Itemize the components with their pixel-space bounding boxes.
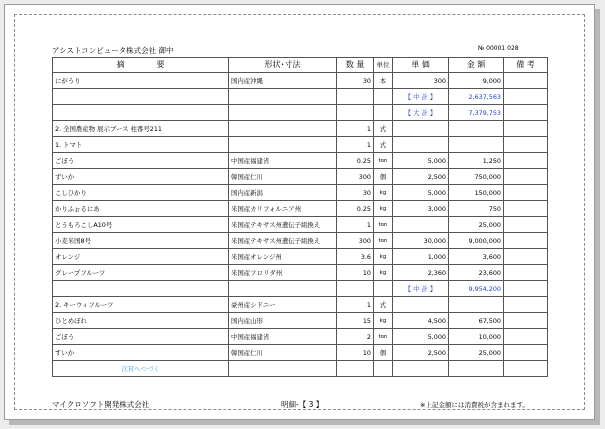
cell-qty: 30 — [337, 73, 374, 89]
cell-price — [393, 121, 449, 137]
cell-unit: 個 — [374, 169, 393, 185]
cell-spec — [229, 121, 337, 137]
cell-amount: 7,379,753 — [449, 105, 504, 121]
cell-desc — [53, 281, 229, 297]
cell-desc — [53, 89, 229, 105]
subtotal-row — [53, 281, 548, 297]
cell-amount: 9,000 — [449, 73, 504, 89]
subtotal-row — [53, 89, 548, 105]
cell-unit: 式 — [374, 137, 393, 153]
cell-remarks — [504, 153, 548, 169]
cell-remarks — [504, 345, 548, 361]
cell-remarks — [504, 281, 548, 297]
continued-row — [53, 361, 548, 377]
cell-spec: 国内産新潟 — [229, 185, 337, 201]
cell-price: 【 中 計 】 — [393, 89, 449, 105]
cell-spec — [229, 281, 337, 297]
cell-unit: 個 — [374, 345, 393, 361]
table-row — [53, 345, 548, 361]
cell-amount: 750 — [449, 201, 504, 217]
cell-price: 4,500 — [393, 313, 449, 329]
cell-amount — [449, 297, 504, 313]
table-row — [53, 329, 548, 345]
col-header-amount: 金 額 — [449, 58, 504, 73]
empty-cell — [449, 361, 504, 377]
cell-price: 【 大 計 】 — [393, 105, 449, 121]
continued-note: 次頁へつづく — [53, 361, 229, 377]
cell-qty: 2 — [337, 329, 374, 345]
cell-unit: ton — [374, 233, 393, 249]
cell-spec: 韓国産仁川 — [229, 345, 337, 361]
statement-table — [52, 57, 548, 377]
cell-price: 300 — [393, 73, 449, 89]
cell-qty: 1 — [337, 297, 374, 313]
cell-qty: 1 — [337, 217, 374, 233]
cell-remarks — [504, 169, 548, 185]
cell-desc: 2. 全国農産物 展示ブース 柱番号211 — [53, 121, 229, 137]
cell-remarks — [504, 201, 548, 217]
col-header-qty: 数 量 — [337, 58, 374, 73]
cell-price — [393, 137, 449, 153]
cell-unit: kg — [374, 313, 393, 329]
table-row — [53, 137, 548, 153]
cell-amount: 2,637,563 — [449, 89, 504, 105]
cell-spec: 米国産オレンジ州 — [229, 249, 337, 265]
cell-price: 1,000 — [393, 249, 449, 265]
table-row — [53, 169, 548, 185]
cell-remarks — [504, 217, 548, 233]
cell-amount: 1,250 — [449, 153, 504, 169]
cell-spec — [229, 137, 337, 153]
cell-spec: 中国産福建省 — [229, 329, 337, 345]
cell-unit: kg — [374, 201, 393, 217]
tax-note: ※上記金額には消費税が含まれます。 — [420, 401, 529, 409]
table-row — [53, 265, 548, 281]
cell-spec: 米国産フロリダ州 — [229, 265, 337, 281]
empty-cell — [393, 361, 449, 377]
cell-remarks — [504, 137, 548, 153]
cell-price: 2,360 — [393, 265, 449, 281]
table-header-row — [53, 58, 548, 73]
cell-desc: すいか — [53, 345, 229, 361]
cell-price: 3,000 — [393, 201, 449, 217]
table-row — [53, 201, 548, 217]
cell-remarks — [504, 73, 548, 89]
cell-unit — [374, 281, 393, 297]
table-row — [53, 249, 548, 265]
cell-amount: 25,000 — [449, 217, 504, 233]
cell-unit: ton — [374, 329, 393, 345]
cell-unit: 式 — [374, 121, 393, 137]
client-name: アシストコンピュータ株式会社 御中 — [52, 46, 174, 55]
cell-qty — [337, 89, 374, 105]
cell-desc: かりふぉるにあ — [53, 201, 229, 217]
table-row — [53, 153, 548, 169]
cell-unit: 式 — [374, 297, 393, 313]
table-row — [53, 185, 548, 201]
table-row — [53, 297, 548, 313]
cell-desc: ひとめぼれ — [53, 313, 229, 329]
cell-qty: 10 — [337, 345, 374, 361]
cell-price: 5,000 — [393, 153, 449, 169]
cell-qty: 1 — [337, 137, 374, 153]
cell-qty — [337, 105, 374, 121]
table-row — [53, 313, 548, 329]
cell-desc: 1. トマト — [53, 137, 229, 153]
cell-qty: 0.25 — [337, 153, 374, 169]
cell-qty: 1 — [337, 121, 374, 137]
subtotal-row — [53, 105, 548, 121]
cell-unit — [374, 89, 393, 105]
table-row — [53, 233, 548, 249]
cell-qty: 3.6 — [337, 249, 374, 265]
cell-desc: ずいか — [53, 169, 229, 185]
cell-desc: にがうり — [53, 73, 229, 89]
col-header-desc: 摘 要 — [53, 58, 229, 73]
cell-desc: 2. キーウィフルーツ — [53, 297, 229, 313]
table-row — [53, 217, 548, 233]
table-row — [53, 73, 548, 89]
cell-amount: 150,000 — [449, 185, 504, 201]
cell-remarks — [504, 249, 548, 265]
cell-price: 5,000 — [393, 329, 449, 345]
cell-unit: ton — [374, 153, 393, 169]
cell-price: 【 中 計 】 — [393, 281, 449, 297]
cell-remarks — [504, 297, 548, 313]
cell-spec — [229, 105, 337, 121]
cell-remarks — [504, 329, 548, 345]
empty-cell — [229, 361, 337, 377]
cell-amount: 23,600 — [449, 265, 504, 281]
cell-remarks — [504, 265, 548, 281]
cell-price: 2,500 — [393, 169, 449, 185]
cell-spec: 韓国産仁川 — [229, 169, 337, 185]
cell-amount: 3,600 — [449, 249, 504, 265]
cell-amount — [449, 121, 504, 137]
cell-remarks — [504, 89, 548, 105]
cell-desc: グレープフルーツ — [53, 265, 229, 281]
cell-unit: kg — [374, 265, 393, 281]
cell-desc — [53, 105, 229, 121]
cell-remarks — [504, 233, 548, 249]
cell-spec: 豪州産シドニー — [229, 297, 337, 313]
cell-desc: こしひかり — [53, 185, 229, 201]
cell-spec: 米国産テキサス州遺伝子組換え — [229, 217, 337, 233]
cell-price: 2,500 — [393, 345, 449, 361]
cell-desc: とうもろこしA10号 — [53, 217, 229, 233]
col-header-unit: 単位 — [374, 58, 393, 73]
cell-desc: ごぼう — [53, 329, 229, 345]
cell-qty — [337, 281, 374, 297]
cell-price: 5,000 — [393, 185, 449, 201]
cell-price: 30,000 — [393, 233, 449, 249]
cell-unit — [374, 105, 393, 121]
cell-amount: 25,000 — [449, 345, 504, 361]
cell-qty: 300 — [337, 233, 374, 249]
cell-qty: 30 — [337, 185, 374, 201]
cell-remarks — [504, 121, 548, 137]
cell-amount: 750,000 — [449, 169, 504, 185]
cell-desc: ごぼう — [53, 153, 229, 169]
cell-spec: 国内産山形 — [229, 313, 337, 329]
cell-spec — [229, 89, 337, 105]
issuer-company: マイクロソフト開発株式会社 — [52, 400, 150, 409]
cell-unit: 本 — [374, 73, 393, 89]
cell-desc: 小麦米国8号 — [53, 233, 229, 249]
cell-unit: kg — [374, 185, 393, 201]
cell-price — [393, 217, 449, 233]
cell-amount: 10,000 — [449, 329, 504, 345]
page-label: 明細-【 3 】 — [281, 400, 324, 409]
col-header-remarks: 備 考 — [504, 58, 548, 73]
cell-remarks — [504, 105, 548, 121]
cell-amount — [449, 137, 504, 153]
cell-unit: kg — [374, 249, 393, 265]
cell-qty: 0.25 — [337, 201, 374, 217]
cell-spec: 国内産沖縄 — [229, 73, 337, 89]
table-row — [53, 121, 548, 137]
cell-desc: オレンジ — [53, 249, 229, 265]
empty-cell — [504, 361, 548, 377]
cell-amount: 9,954,200 — [449, 281, 504, 297]
document-number: № 00001 028 — [478, 45, 519, 52]
empty-cell — [337, 361, 374, 377]
cell-qty: 300 — [337, 169, 374, 185]
cell-qty: 15 — [337, 313, 374, 329]
cell-amount: 67,500 — [449, 313, 504, 329]
cell-spec: 米国産テキサス州遺伝子組換え — [229, 233, 337, 249]
cell-amount: 9,000,000 — [449, 233, 504, 249]
cell-remarks — [504, 185, 548, 201]
cell-spec: 中国産福建省 — [229, 153, 337, 169]
cell-unit: ton — [374, 217, 393, 233]
cell-spec: 米国産カリフォルニア州 — [229, 201, 337, 217]
col-header-price: 単 価 — [393, 58, 449, 73]
empty-cell — [374, 361, 393, 377]
cell-qty: 10 — [337, 265, 374, 281]
cell-price — [393, 297, 449, 313]
col-header-spec: 形状･寸法 — [229, 58, 337, 73]
cell-remarks — [504, 313, 548, 329]
